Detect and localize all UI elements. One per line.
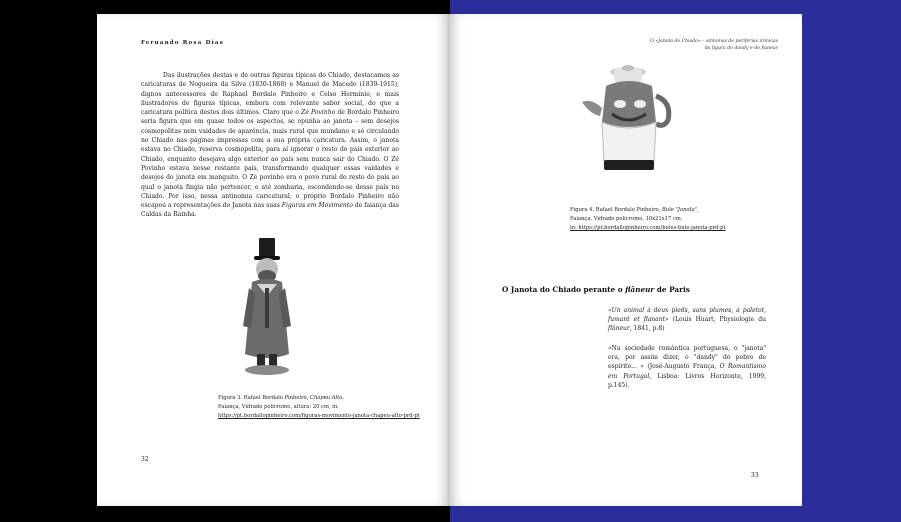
paragraph-italic: Zé Povinho <box>301 109 336 117</box>
figure-janota-statuette <box>237 236 297 376</box>
running-head-left: Fernando Rosa Dias <box>141 40 224 46</box>
figure-3-caption: Figura 3. Rafael Bordalo Pinheiro, Chapéu Alto. Faiança, Vidrado policromo, altura: 20 cm, in: https://pt.bordallopinheiro.com/figuras-movimento-janota-chapeu-alto-prd-pt <box>218 394 448 421</box>
body-paragraph <box>141 71 399 220</box>
epigraph-quote-1: «Un animal à deux pieds, sans plumes, à paletot, fumant et flanant» (Louis Huart, Physiologie du flâneur, 1841, p.8) <box>608 307 766 333</box>
epigraph-quote-2: «Na sociedade romântica portuguesa, o "janota" era, por assim dizer, o "dandy" do pobre de espírito... » (José-Augusto França, O Romantismo em Portugal, Lisboa: Livros Horizonte, 1999, p.145). <box>608 345 766 389</box>
figure-3-link[interactable]: https://pt.bordallopinheiro.com/figuras-movimento-janota-chapeu-alto-prd-pt <box>218 413 420 419</box>
figure-4-caption: Figura 4. Rafael Bordalo Pinheiro, Bule "Janota", Faiança, Vidrado policromo, 10x21x17 cm, in: https://pt.bordallopinheiro.com/bules-bule-janota-prd-pt <box>570 206 790 233</box>
paragraph-text: de faiança das Caldas da Rainha. <box>141 202 399 219</box>
right-page <box>448 14 802 506</box>
page-number-left: 32 <box>141 456 149 463</box>
paragraph-text: Das ilustrações destas e de outras figuras típicas do Chiado, destacamos as caricaturas de Nogueira da Silva (1830-1868) e Manuel de Macedo (1839-1915), dignos antecessores de Raphael Bordalo Pinheiro e Celso Hermínio, e mais ilustradores de figuras típicas, embora com relevante sabor social, do que a caricatura política destes dois últimos. Claro que o <box>141 72 399 117</box>
running-head-right: O «Janota do Chiado» – sintomas de periferias irónicas da figura do dandy e do flaneur <box>650 39 778 51</box>
page-number-right: 33 <box>751 472 759 479</box>
section-title: O Janota do Chiado perante o flâneur de Paris <box>502 285 690 294</box>
paragraph-italic: Figuras em Movimento <box>281 202 353 210</box>
paragraph-text: de Bordalo Pinheiro seria figura que em quase todos os aspectos, se opunha ao janota – sem desejos cosmopolitas nem vaidades de aparência, mais rural que mundano e só circulando no Chiado nas páginas impressas com a sua própria caricatura. Assim, o janota estava no Chiado, reserva cosmopolita, para aí ignorar o resto do país exterior ao Chiado, enquanto desejava algo exterior ao país sem nunca sair do Chiado. O Zé Povinho estava nesse restante país, transformando qualquer essas vaidades e desejos do janota em manguito. O Zé povinho era o povo rural do resto do país ao qual o janota fingia não pertencer, e até zombaria, escondendo-se desse país no Chiado. Por isso, nessa antinomia caricatural, o próprio Bordalo Pinheiro não escapou a representações do Janota nas suas <box>141 109 400 210</box>
figure-4-link[interactable]: in: https://pt.bordallopinheiro.com/bules-bule-janota-prd-pt <box>570 225 726 231</box>
left-page <box>97 14 450 506</box>
figure-janota-teapot <box>576 62 676 186</box>
